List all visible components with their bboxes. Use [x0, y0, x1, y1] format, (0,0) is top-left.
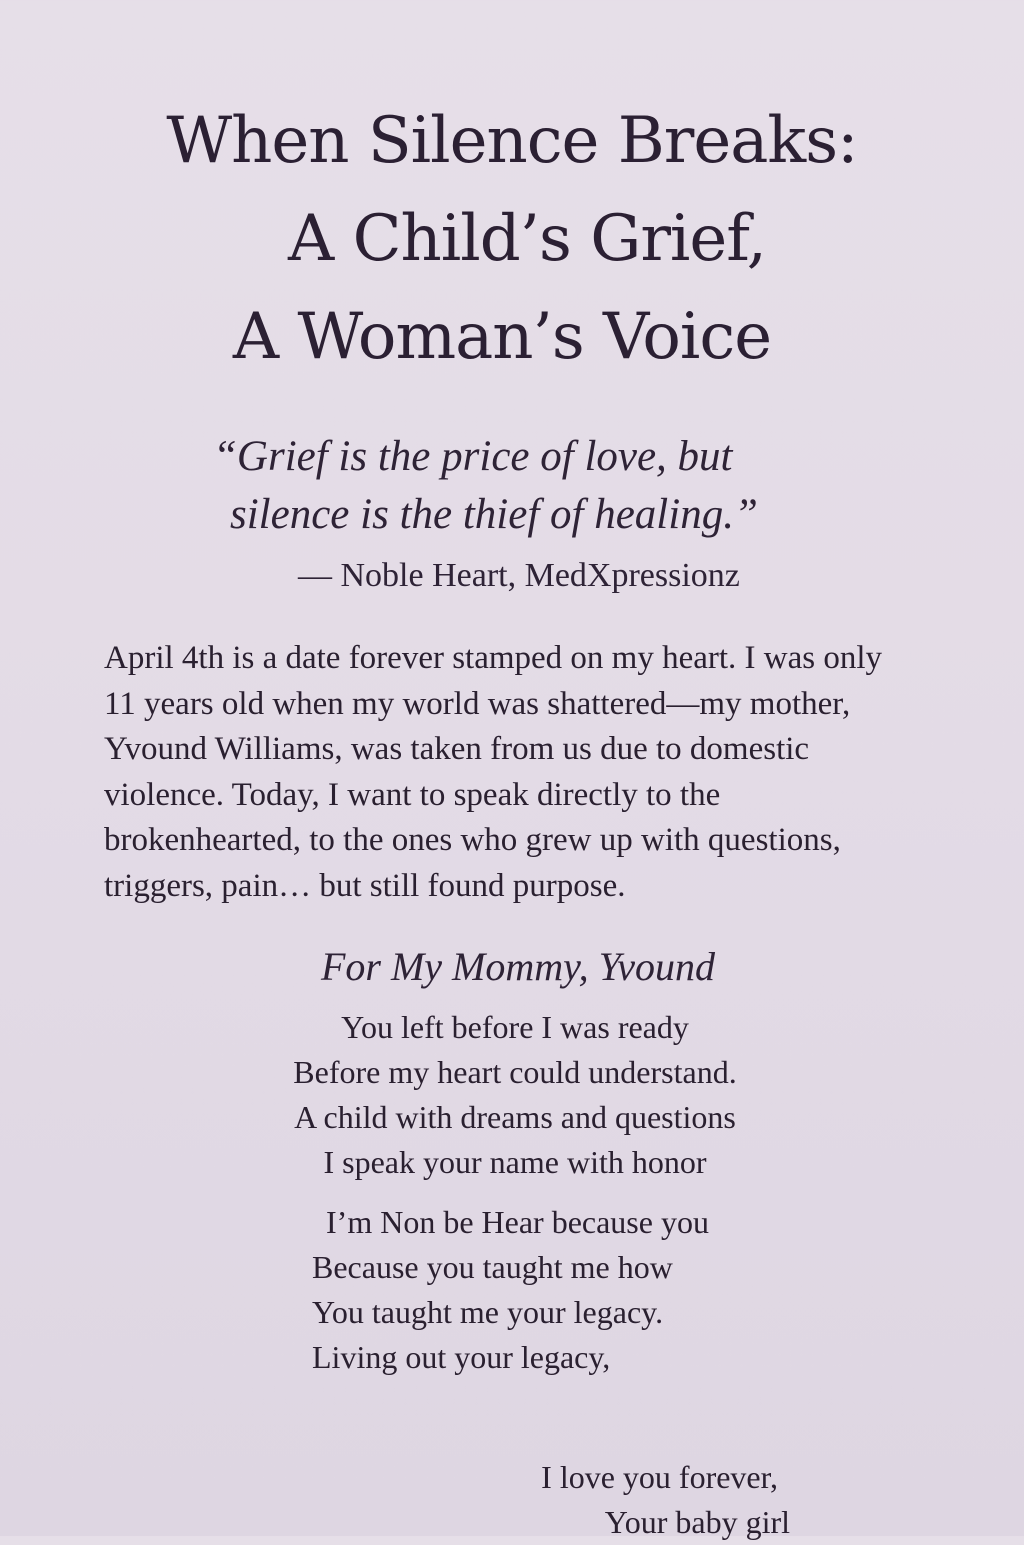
story-line: violence. Today, I want to speak directly to the [104, 776, 721, 813]
story-line: brokenhearted, to the ones who grew up with questions, [104, 822, 841, 858]
poem-line: Before my heart could understand. [293, 1054, 737, 1090]
poem-line: You left before I was ready [341, 1009, 689, 1045]
quote-line-2: silence is the thief of healing.” [230, 491, 758, 538]
epigraph-quote [0, 428, 1024, 544]
poem-stanza-1 [0, 1005, 1024, 1185]
story-line: Yvound Williams, was taken from us due to domestic [104, 731, 810, 767]
title-line-3: A Woman’s Voice [232, 300, 772, 374]
poem-signoff [0, 1455, 790, 1545]
quote-line-1: “Grief is the price of love, but [213, 433, 733, 480]
story-line: 11 years old when my world was shattered—my mother, [104, 685, 851, 722]
story-paragraph [104, 636, 984, 909]
poem-line: Because you taught me how [312, 1249, 673, 1285]
quote-attribution: — Noble Heart, MedXpressionz [298, 557, 740, 594]
poem-title: For My Mommy, Yvound [320, 944, 716, 989]
title-line-2: A Child’s Grief, [288, 202, 766, 276]
poem-line: You taught me your legacy. [312, 1294, 664, 1330]
story-line: triggers, pain… but still found purpose. [104, 867, 626, 904]
title-line-1: When Silence Breaks: [166, 104, 858, 178]
poem-line: A child with dreams and questions [294, 1099, 736, 1135]
story-line: April 4th is a date forever stamped on my heart. I was only [104, 640, 883, 676]
poem-line: I speak your name with honor [323, 1144, 707, 1180]
poem-line: Living out your legacy, [312, 1339, 611, 1375]
poem-stanza-2 [312, 1200, 872, 1380]
poem-line: I’m Non be Hear because you [326, 1204, 709, 1240]
signoff-line: I love you forever, [541, 1459, 778, 1495]
signoff-line: Your baby girl [604, 1504, 790, 1540]
page-title [0, 92, 1024, 386]
